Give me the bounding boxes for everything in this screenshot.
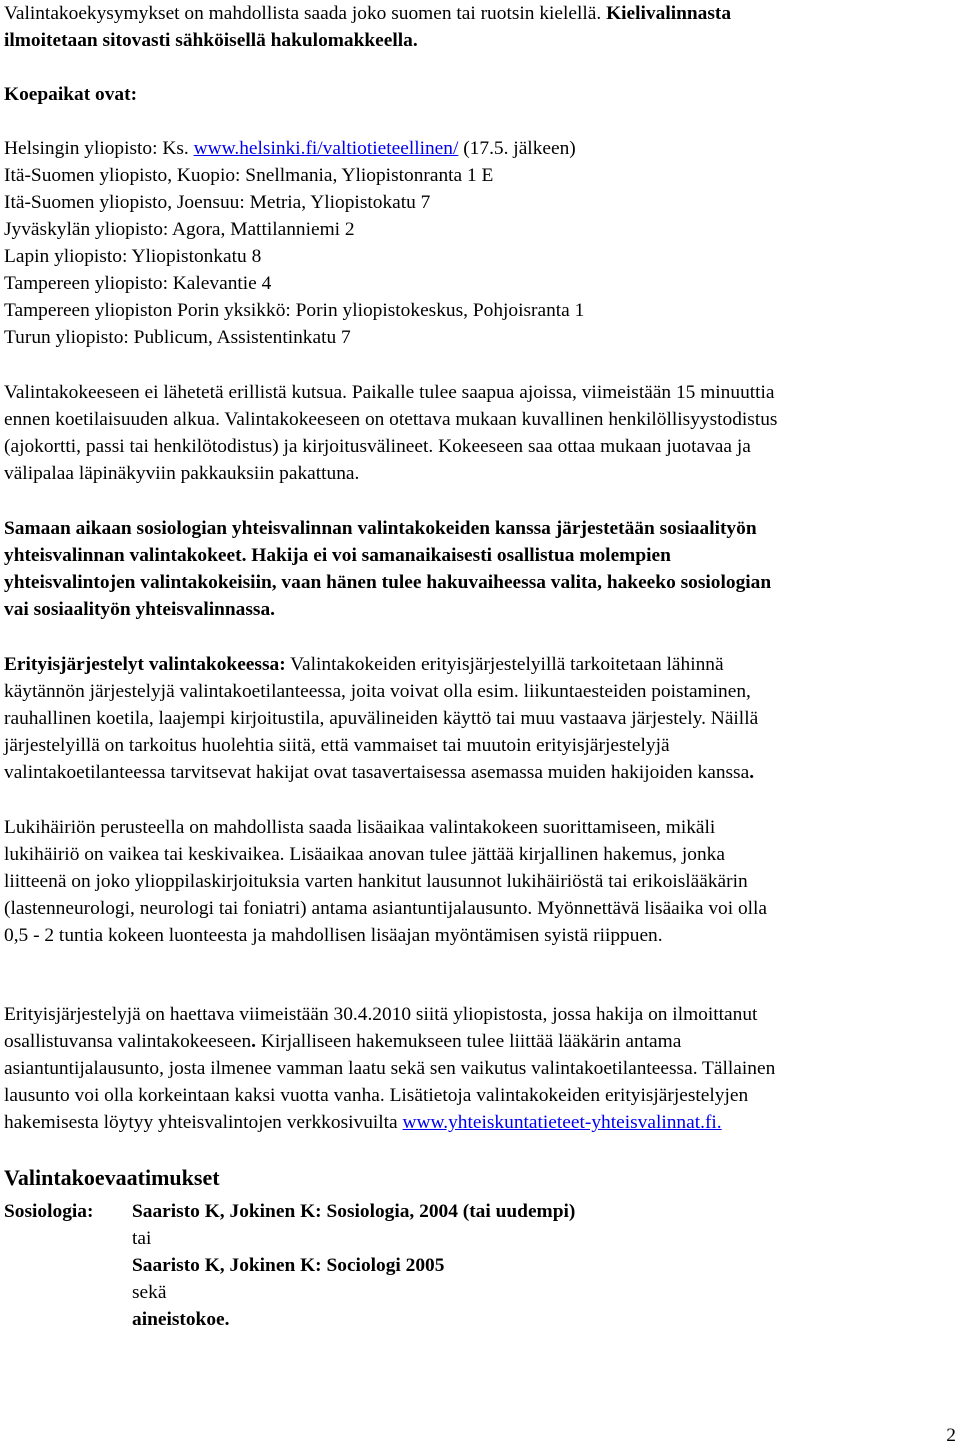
paragraph-line: Valintakokeiden erityisjärjestelyillä tarkoitetaan lähinnä <box>285 654 724 675</box>
paragraph-line: järjestelyillä on tarkoitus huolehtia siitä, että vammaiset tai muutoin erityisjärjestelyjä <box>4 735 670 756</box>
paragraph-line: Valintakokeeseen ei lähetetä erillistä kutsua. Paikalle tulee saapua ajoissa, viimeistään 15 minuuttia <box>4 382 775 403</box>
intro-bold-text: Kielivalinnasta <box>606 3 732 24</box>
page-number: 2 <box>946 1425 956 1446</box>
deadline-paragraph <box>4 1001 956 1136</box>
requirements-subject-label: Sosiologia: <box>4 1201 94 1222</box>
intro-paragraph <box>4 0 956 54</box>
required-book: Saaristo K, Jokinen K: Sociologi 2005 <box>132 1255 445 1276</box>
venues-heading <box>4 81 956 108</box>
paragraph-line: osallistuvansa valintakokeeseen <box>4 1031 252 1052</box>
paragraph-line: vai sosiaalityön yhteisvalinnassa. <box>4 599 275 620</box>
special-arrangements-paragraph <box>4 651 956 786</box>
paragraph-line: Samaan aikaan sosiologian yhteisvalinnan valintakokeiden kanssa järjestetään sosiaalityön <box>4 518 757 539</box>
yhteisvalinnat-link[interactable]: www.yhteiskuntatieteet-yhteisvalinnat.fi. <box>402 1112 722 1133</box>
paragraph-line: lausunto voi olla korkeintaan kaksi vuotta vanha. Lisätietoja valintakokeiden erityisjärjestelyjen <box>4 1085 749 1106</box>
paragraph-line: Lukihäiriön perusteella on mahdollista saada lisäaikaa valintakokeen suorittamiseen, mikäli <box>4 817 716 838</box>
paragraph-line: valintakoetilanteessa tarvitsevat hakijat ovat tasavertaisessa asemassa muiden hakijoiden kanssa <box>4 762 750 783</box>
intro-text: Valintakoekysymykset on mahdollista saada joko suomen tai ruotsin kielellä. <box>4 3 607 24</box>
document-page <box>4 0 956 1333</box>
paragraph-line: Erityisjärjestelyjä on haettava viimeistään 30.4.2010 siitä yliopistosta, jossa hakija on ilmoittanut <box>4 1004 758 1025</box>
paragraph-line: (ajokortti, passi tai henkilötodistus) ja kirjoitusvälineet. Kokeeseen saa ottaa mukaan juotavaa ja <box>4 436 751 457</box>
bold-period: . <box>749 762 755 783</box>
conjunction-or: tai <box>132 1228 152 1249</box>
dyslexia-paragraph <box>4 814 956 949</box>
required-book: Saaristo K, Jokinen K: Sosiologia, 2004 (tai uudempi) <box>132 1201 576 1222</box>
joint-selection-paragraph <box>4 515 956 623</box>
venue-item: Jyväskylän yliopisto: Agora, Mattilanniemi 2 <box>4 219 355 240</box>
paragraph-line: rauhallinen koetila, laajempi kirjoitustila, apuvälineiden käyttö tai muu vastaava järjestely. Näillä <box>4 708 759 729</box>
intro-bold-text-continued: ilmoitetaan sitovasti sähköisellä hakulomakkeella. <box>4 30 418 51</box>
paragraph-line: hakemisesta löytyy yhteisvalintojen verkkosivuilta <box>4 1112 403 1133</box>
venue-helsinki-prefix: Helsingin yliopisto: Ks. <box>4 138 194 159</box>
requirements-heading: Valintakoevaatimukset <box>4 1165 220 1190</box>
venue-item: Tampereen yliopiston Porin yksikkö: Porin yliopistokeskus, Pohjoisranta 1 <box>4 300 585 321</box>
helsinki-link[interactable]: www.helsinki.fi/valtiotieteellinen/ <box>193 138 459 159</box>
requirements-books <box>132 1198 956 1333</box>
venues-list <box>4 135 956 351</box>
paragraph-line: asiantuntijalausunto, josta ilmenee vamman laatu sekä sen vaikutus valintakoetilanteessa. Tällainen <box>4 1058 776 1079</box>
paragraph-line: Kirjalliseen hakemukseen tulee liittää lääkärin antama <box>256 1031 682 1052</box>
venue-item: Itä-Suomen yliopisto, Kuopio: Snellmania, Yliopistonranta 1 E <box>4 165 494 186</box>
bold-period: . <box>251 1031 257 1052</box>
venues-heading-text: Koepaikat ovat: <box>4 84 138 105</box>
required-material: aineistokoe. <box>132 1309 230 1330</box>
venue-item: Itä-Suomen yliopisto, Joensuu: Metria, Yliopistokatu 7 <box>4 192 431 213</box>
invitation-paragraph <box>4 379 956 487</box>
venue-item: Lapin yliopisto: Yliopistonkatu 8 <box>4 246 262 267</box>
paragraph-line: 0,5 - 2 tuntia kokeen luonteesta ja mahdollisen lisäajan myöntämisen syistä riippuen. <box>4 925 663 946</box>
venue-helsinki <box>4 135 956 162</box>
venue-item: Turun yliopisto: Publicum, Assistentinkatu 7 <box>4 327 351 348</box>
conjunction-and: sekä <box>132 1282 167 1303</box>
special-arrangements-label: Erityisjärjestelyt valintakokeessa: <box>4 654 286 675</box>
requirements-table <box>4 1198 956 1333</box>
paragraph-line: välipalaa läpinäkyviin pakkauksiin pakattuna. <box>4 463 360 484</box>
paragraph-line: liitteenä on joko ylioppilaskirjoituksia varten hankitut lausunnot lukihäiriöstä tai erikoislääkärin <box>4 871 748 892</box>
venue-item: Tampereen yliopisto: Kalevantie 4 <box>4 273 272 294</box>
venue-helsinki-suffix: (17.5. jälkeen) <box>458 138 576 159</box>
paragraph-line: yhteisvalinnan valintakokeet. Hakija ei voi samanaikaisesti osallistua molempien <box>4 545 671 566</box>
paragraph-line: (lastenneurologi, neurologi tai foniatri) antama asiantuntijalausunto. Myönnettävä lisäaika voi olla <box>4 898 768 919</box>
paragraph-line: ennen koetilaisuuden alkua. Valintakokeeseen on otettava mukaan kuvallinen henkilöllisyystodistus <box>4 409 778 430</box>
paragraph-line: lukihäiriö on vaikea tai keskivaikea. Lisäaikaa anovan tulee jättää kirjallinen hakemus, jonka <box>4 844 725 865</box>
paragraph-line: yhteisvalintojen valintakokeisiin, vaan hänen tulee hakuvaiheessa valita, hakeeko sosiologian <box>4 572 772 593</box>
paragraph-line: käytännön järjestelyjä valintakoetilanteessa, joita voivat olla esim. liikuntaesteiden poistaminen, <box>4 681 751 702</box>
